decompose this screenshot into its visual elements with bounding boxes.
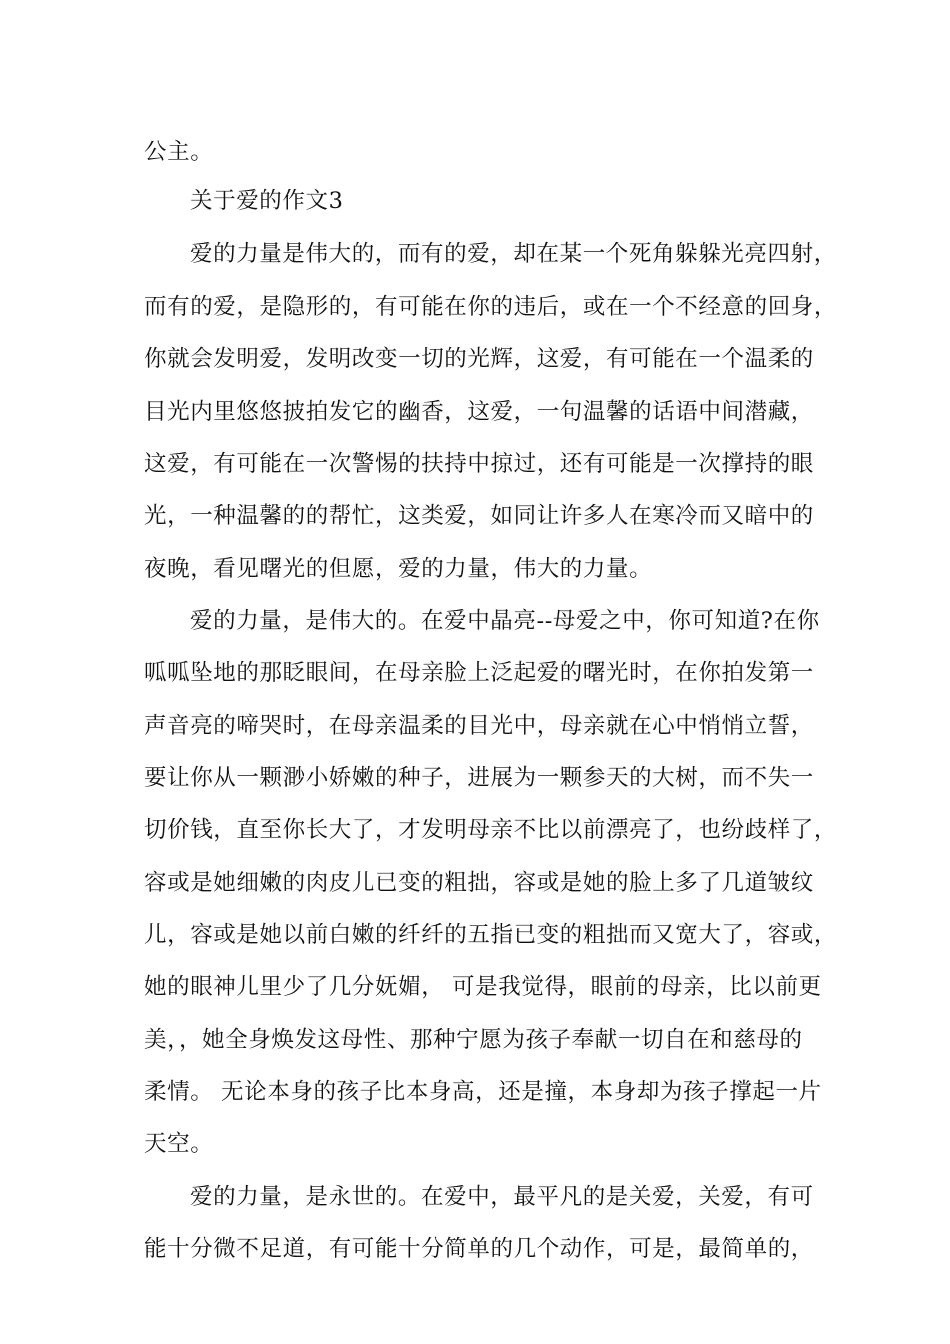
text-line: 能十分微不足道，有可能十分简单的几个动作，可是，最简单的，	[144, 1236, 814, 1262]
text-line: 切价钱，直至你长大了，才发明母亲不比以前漂亮了，也纷歧样了，	[144, 817, 838, 843]
text-line: 声音亮的啼哭时，在母亲温柔的目光中，母亲就在心中悄悄立誓，	[144, 713, 814, 739]
text-line: 而有的爱，是隐形的，有可能在你的违后，或在一个不经意的回身，	[144, 294, 838, 320]
text-line: 呱呱坠地的那眨眼间，在母亲脸上泛起爱的曙光时，在你拍发第一	[144, 660, 814, 686]
text-line: 光，一种温馨的的帮忙，这类爱，如同让许多人在寒冷而又暗中的	[144, 503, 814, 529]
text-line: 爱的力量，是永世的。在爱中，最平凡的是关爱，关爱，有可	[190, 1184, 814, 1210]
text-line: 柔情。 无论本身的孩子比本身高，还是撞，本身却为孩子撑起一片	[144, 1079, 822, 1105]
text-line: 夜晚，看见曙光的但愿，爱的力量，伟大的力量。	[144, 556, 653, 582]
text-line: 天空。	[144, 1131, 214, 1157]
text-line: 要让你从一颗渺小娇嫩的种子，进展为一颗参天的大树，而不失一	[144, 765, 814, 791]
text-line: 你就会发明爱，发明改变一切的光辉，这爱，有可能在一个温柔的	[144, 346, 814, 372]
text-line: 儿，容或是她以前白嫩的纤纤的五指已变的粗拙而又宽大了，容或，	[144, 922, 838, 948]
text-line: 目光内里悠悠披拍发它的幽香，这爱，一句温馨的话语中间潜藏，	[144, 399, 814, 425]
text-line: 她的眼神儿里少了几分妩媚， 可是我觉得，眼前的母亲，比以前更	[144, 974, 822, 1000]
text-line: 容或是她细嫩的肉皮儿已变的粗拙，容或是她的脸上多了几道皱纹	[144, 870, 814, 896]
text-line: 这爱，有可能在一次警惕的扶持中掠过，还有可能是一次撑持的眼	[144, 451, 814, 477]
text-line: 美，，她全身焕发这母性、那种宁愿为孩子奉献一切自在和慈母的	[144, 1027, 803, 1053]
text-line: 爱的力量是伟大的，而有的爱，却在某一个死角躲躲光亮四射，	[190, 241, 837, 267]
text-line: 公主。	[144, 139, 214, 165]
section-heading: 关于爱的作文3	[190, 188, 344, 214]
text-line: 爱的力量，是伟大的。在爱中晶亮--母爱之中，你可知道?在你	[190, 608, 820, 634]
